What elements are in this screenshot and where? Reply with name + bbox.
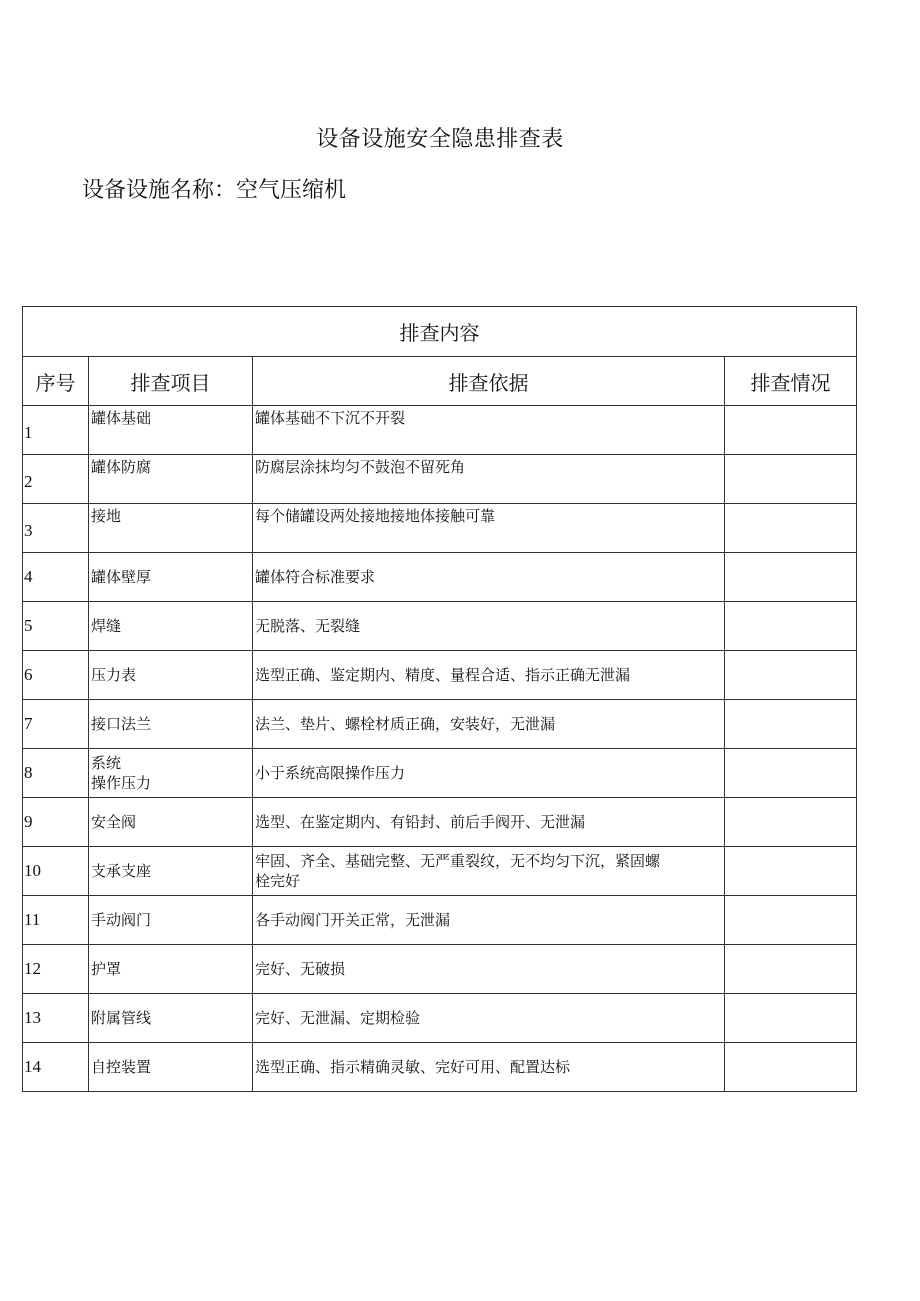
table-row [23, 896, 857, 945]
row-status[interactable] [725, 651, 857, 700]
row-basis: 防腐层涂抹均匀不鼓泡不留死角 [253, 455, 725, 504]
row-status[interactable] [725, 847, 857, 896]
row-basis: 各手动阀门开关正常，无泄漏 [253, 896, 725, 945]
row-status[interactable] [725, 504, 857, 553]
row-seq: 12 [23, 945, 89, 994]
row-status[interactable] [725, 994, 857, 1043]
table-row [23, 1043, 857, 1092]
column-header-row [23, 357, 857, 406]
row-basis: 小于系统高限操作压力 [253, 749, 725, 798]
row-status[interactable] [725, 455, 857, 504]
row-seq: 13 [23, 994, 89, 1043]
row-basis: 无脱落、无裂缝 [253, 602, 725, 651]
row-item: 压力表 [89, 651, 253, 700]
row-seq: 10 [23, 847, 89, 896]
row-item: 安全阀 [89, 798, 253, 847]
table-row [23, 700, 857, 749]
table-row [23, 504, 857, 553]
inspection-table [22, 306, 857, 1092]
table-row [23, 749, 857, 798]
row-seq: 14 [23, 1043, 89, 1092]
row-basis-line: 栓完好 [255, 872, 301, 890]
row-status[interactable] [725, 945, 857, 994]
row-status[interactable] [725, 602, 857, 651]
table-row [23, 994, 857, 1043]
col-header-basis: 排查依据 [253, 357, 725, 406]
col-header-seq: 序号 [23, 357, 89, 406]
row-seq: 9 [23, 798, 89, 847]
row-basis: 选型正确、鉴定期内、精度、量程合适、指示正确无泄漏 [253, 651, 725, 700]
row-item: 焊缝 [89, 602, 253, 651]
row-status[interactable] [725, 798, 857, 847]
row-basis: 完好、无破损 [253, 945, 725, 994]
group-header: 排查内容 [23, 307, 857, 357]
row-item-line: 系统 [91, 754, 122, 772]
row-item: 护罩 [89, 945, 253, 994]
table-row [23, 945, 857, 994]
col-header-status: 排查情况 [725, 357, 857, 406]
row-seq: 2 [23, 455, 89, 504]
row-seq: 3 [23, 504, 89, 553]
row-basis: 选型正确、指示精确灵敏、完好可用、配置达标 [253, 1043, 725, 1092]
row-item: 自控装置 [89, 1043, 253, 1092]
table-row [23, 798, 857, 847]
row-item: 支承支座 [89, 847, 253, 896]
row-status[interactable] [725, 700, 857, 749]
row-basis-line: 牢固、齐全、基础完整、无严重裂纹，无不均匀下沉，紧固螺 [255, 852, 661, 870]
row-status[interactable] [725, 1043, 857, 1092]
row-item [89, 749, 253, 798]
row-item: 接地 [89, 504, 253, 553]
table-row [23, 651, 857, 700]
row-status[interactable] [725, 896, 857, 945]
row-basis [253, 847, 725, 896]
table-row [23, 553, 857, 602]
row-seq: 1 [23, 406, 89, 455]
row-basis: 选型、在鉴定期内、有铅封、前后手阀开、无泄漏 [253, 798, 725, 847]
row-item: 接口法兰 [89, 700, 253, 749]
facility-value: 空气压缩机 [236, 178, 347, 203]
table-row [23, 602, 857, 651]
row-status[interactable] [725, 553, 857, 602]
row-basis: 每个储罐设两处接地接地体接触可靠 [253, 504, 725, 553]
row-item: 罐体防腐 [89, 455, 253, 504]
row-status[interactable] [725, 749, 857, 798]
row-basis: 罐体基础不下沉不开裂 [253, 406, 725, 455]
row-seq: 5 [23, 602, 89, 651]
row-seq: 6 [23, 651, 89, 700]
row-seq: 11 [23, 896, 89, 945]
row-status[interactable] [725, 406, 857, 455]
facility-label: 设备设施名称： [82, 178, 237, 203]
row-item: 手动阀门 [89, 896, 253, 945]
group-header-row [23, 307, 857, 357]
row-seq: 7 [23, 700, 89, 749]
row-basis: 罐体符合标准要求 [253, 553, 725, 602]
row-item-line: 操作压力 [91, 774, 152, 792]
col-header-item: 排查项目 [89, 357, 253, 406]
row-basis: 完好、无泄漏、定期检验 [253, 994, 725, 1043]
row-item: 附属管线 [89, 994, 253, 1043]
row-item: 罐体基础 [89, 406, 253, 455]
document-title: 设备设施安全隐患排查表 [316, 127, 564, 152]
row-basis: 法兰、垫片、螺栓材质正确，安装好，无泄漏 [253, 700, 725, 749]
row-seq: 8 [23, 749, 89, 798]
table-row [23, 455, 857, 504]
table-row [23, 406, 857, 455]
table-row [23, 847, 857, 896]
facility-name-line [82, 173, 346, 204]
row-item: 罐体壁厚 [89, 553, 253, 602]
row-seq: 4 [23, 553, 89, 602]
